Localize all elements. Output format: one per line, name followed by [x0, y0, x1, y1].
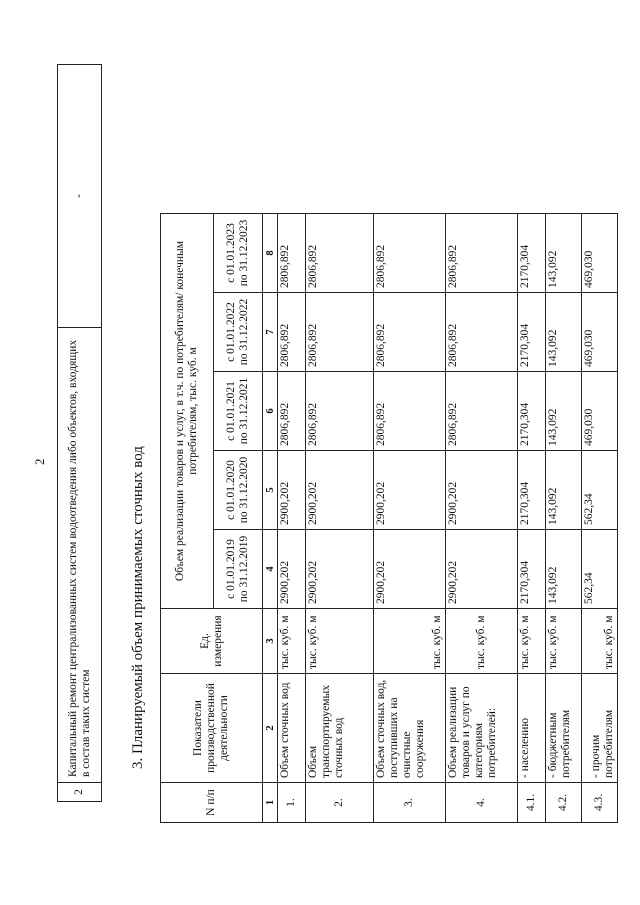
table-row: [306, 214, 374, 823]
row-num: 4.3.: [582, 783, 618, 823]
wastewater-volume-table: [160, 213, 618, 823]
table-row: [518, 214, 546, 823]
row-num: 2.: [306, 783, 374, 823]
page-number: 2: [32, 458, 47, 465]
row-value: 2170,304: [518, 372, 546, 451]
row-value: 469,030: [582, 214, 618, 293]
section-heading: 3. Планируемый объем принимаемых сточных вод: [130, 446, 146, 769]
column-number: 5: [263, 451, 278, 530]
table-row: [58, 65, 102, 802]
row-value: 2806,892: [374, 293, 446, 372]
row-value: 2806,892: [306, 293, 374, 372]
column-number: 6: [263, 372, 278, 451]
row-value: 2806,892: [374, 372, 446, 451]
row-indicator: Объем транспортируемых сточных вод: [306, 674, 374, 783]
table-row: [278, 214, 306, 823]
top-row-number: 2: [58, 783, 102, 802]
row-unit: тыс. куб. м: [518, 609, 546, 674]
top-row-text: Капитальный ремонт централизованных систем водоотведения либо объектов, входящих в состав таких систем: [58, 328, 102, 783]
table-row: [374, 214, 446, 823]
row-indicator: - бюджетным потребителям: [546, 674, 582, 783]
column-number: 8: [263, 214, 278, 293]
row-indicator: - населению: [518, 674, 546, 783]
column-number: 7: [263, 293, 278, 372]
column-number: 3: [263, 609, 278, 674]
row-value: 2900,202: [446, 451, 518, 530]
row-value: 2806,892: [446, 372, 518, 451]
row-value: 2806,892: [278, 293, 306, 372]
top-table: [57, 64, 102, 802]
row-value: 2900,202: [374, 451, 446, 530]
row-value: 2170,304: [518, 451, 546, 530]
column-number: 4: [263, 530, 278, 609]
header-num: N п/п: [161, 783, 263, 823]
row-value: 2900,202: [446, 530, 518, 609]
row-value: 143,092: [546, 451, 582, 530]
column-number: 2: [263, 674, 278, 783]
row-value: 562,34: [582, 530, 618, 609]
header-unit: Ед. измерения: [161, 609, 263, 674]
row-value: 2806,892: [374, 214, 446, 293]
row-value: 2900,202: [306, 451, 374, 530]
row-indicator: - прочим потребителям: [582, 674, 618, 783]
row-value: 469,030: [582, 372, 618, 451]
row-unit: тыс. куб. м: [582, 609, 618, 674]
column-number: 1: [263, 783, 278, 823]
row-num: 1.: [278, 783, 306, 823]
row-value: 2806,892: [306, 214, 374, 293]
row-value: 143,092: [546, 214, 582, 293]
row-value: 562,34: [582, 451, 618, 530]
row-value: 2806,892: [306, 372, 374, 451]
row-value: 2806,892: [278, 214, 306, 293]
header-row: [161, 214, 214, 823]
row-unit: тыс. куб. м: [546, 609, 582, 674]
header-period: с 01.01.2019 по 31.12.2019: [214, 530, 263, 609]
row-num: 3.: [374, 783, 446, 823]
row-value: 2900,202: [278, 530, 306, 609]
header-period: с 01.01.2021 по 31.12.2021: [214, 372, 263, 451]
row-indicator: Объем сточных вод: [278, 674, 306, 783]
header-period: с 01.01.2020 по 31.12.2020: [214, 451, 263, 530]
row-value: 143,092: [546, 530, 582, 609]
row-unit: тыс. куб. м: [306, 609, 374, 674]
top-row-value: -: [58, 65, 102, 328]
header-period: с 01.01.2022 по 31.12.2022: [214, 293, 263, 372]
row-value: 2170,304: [518, 214, 546, 293]
table-row: [546, 214, 582, 823]
row-value: 2900,202: [306, 530, 374, 609]
row-value: 2900,202: [374, 530, 446, 609]
row-value: 2170,304: [518, 530, 546, 609]
table-row: [582, 214, 618, 823]
row-unit: тыс. куб. м: [446, 609, 518, 674]
row-num: 4.1.: [518, 783, 546, 823]
row-value: 469,030: [582, 293, 618, 372]
row-value: 2806,892: [446, 293, 518, 372]
row-value: 2806,892: [278, 372, 306, 451]
header-period: с 01.01.2023 по 31.12.2023: [214, 214, 263, 293]
row-num: 4.: [446, 783, 518, 823]
row-indicator: Объем реализации товаров и услуг по категориям потребителей:: [446, 674, 518, 783]
row-num: 4.2.: [546, 783, 582, 823]
row-value: 143,092: [546, 372, 582, 451]
row-unit: тыс. куб. м: [374, 609, 446, 674]
row-unit: тыс. куб. м: [278, 609, 306, 674]
header-group: Объем реализации товаров и услуг, в т.ч. по потребителям/ конечным потребителям, тыс. куб. м: [161, 214, 214, 609]
column-number-row: [263, 214, 278, 823]
row-value: 143,092: [546, 293, 582, 372]
row-value: 2900,202: [278, 451, 306, 530]
table-row: [446, 214, 518, 823]
row-indicator: Объем сточных вод, поступивших на очистные сооружения: [374, 674, 446, 783]
row-value: 2806,892: [446, 214, 518, 293]
row-value: 2170,304: [518, 293, 546, 372]
header-indicator: Показатели производственной деятельности: [161, 674, 263, 783]
